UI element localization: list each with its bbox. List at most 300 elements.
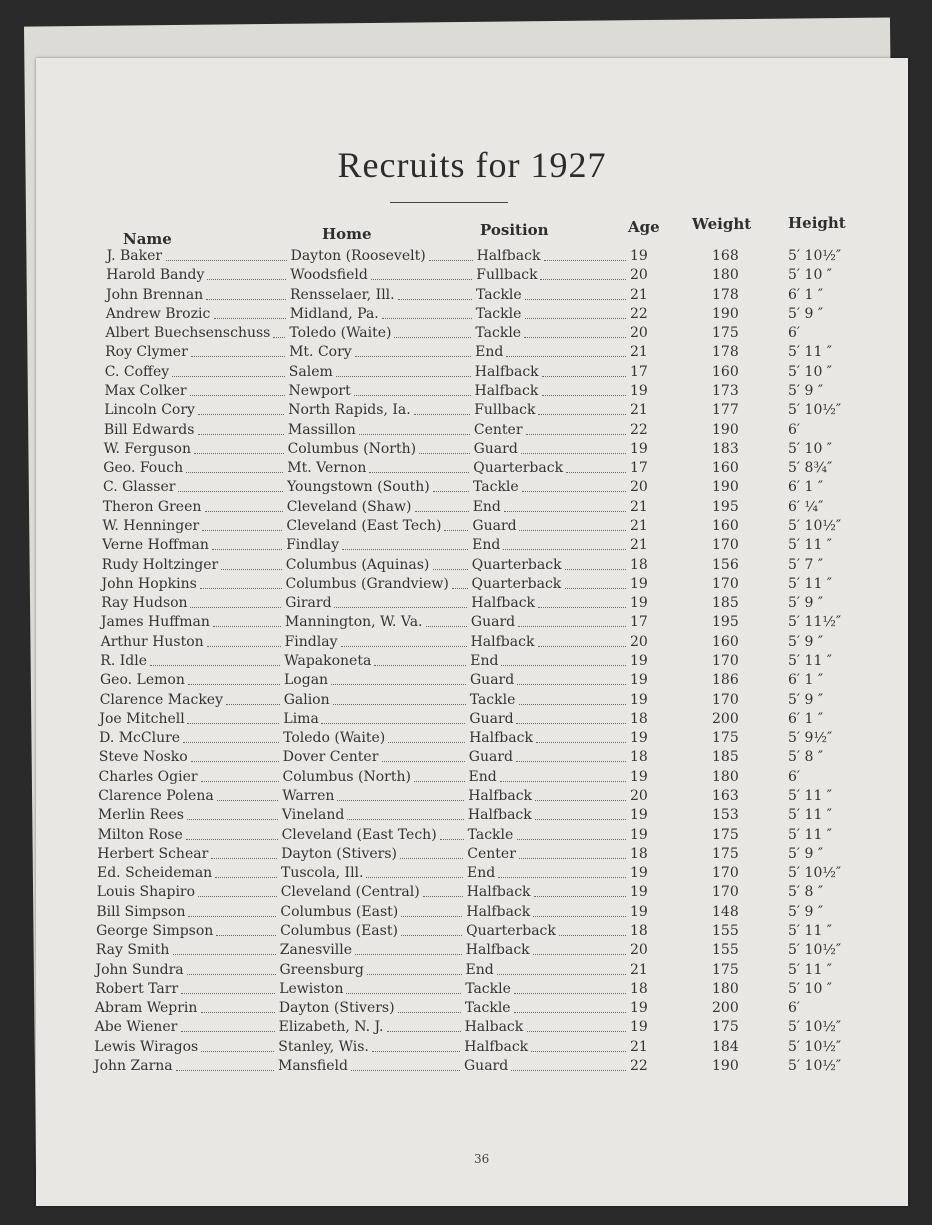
dot-leader [359,434,470,435]
table-row [36,422,908,442]
dot-leader [334,607,467,608]
dot-leader [401,935,462,936]
cell-age: 18 [630,845,648,862]
dot-leader [200,588,282,589]
dot-leader [273,337,285,338]
cell-height: 6′ 1 ″ [788,672,824,689]
dot-leader [518,626,626,627]
dot-leader [525,318,626,319]
cell-home: Columbus (North) [282,768,411,785]
dot-leader [187,723,279,724]
cell-position: Tackle [469,691,516,708]
dot-leader [366,877,463,878]
cell-age: 17 [630,363,648,380]
cell-height: 5′ 11 ″ [788,826,833,843]
table-row [36,614,908,634]
table-row [36,557,908,577]
dot-leader [205,511,283,512]
dot-leader [201,1051,274,1052]
cell-name: Joe Mitchell [99,710,185,727]
dot-leader [355,356,471,357]
dot-leader [226,704,280,705]
cell-position: Halfback [474,383,539,399]
cell-weight: 175 [712,325,739,342]
cell-age: 20 [630,942,648,959]
cell-home: Woodsfield [290,267,368,284]
dot-leader [188,684,280,685]
cell-position: Guard [469,710,514,727]
cell-height: 5′ 10½″ [788,1058,842,1074]
table-row [36,769,908,789]
cell-weight: 175 [712,1019,739,1036]
cell-position: Quarterback [471,556,562,573]
cell-age: 21 [630,1038,648,1055]
table-row [36,711,908,731]
table-row [36,576,908,596]
dot-leader [367,974,462,975]
dot-leader [351,1070,460,1071]
dot-leader [187,819,278,820]
dot-leader [519,704,626,705]
table-row [36,460,908,480]
dot-leader [517,839,626,840]
table-row [36,827,908,847]
cell-height: 5′ 11 ″ [788,807,833,824]
dot-leader [369,472,469,473]
dot-leader [535,800,626,801]
dot-leader [498,877,626,878]
cell-position: Center [473,421,523,438]
dot-leader [198,434,284,435]
cell-weight: 153 [712,807,739,824]
cell-home: Newport [288,383,351,399]
cell-height: 5′ 11 ″ [788,575,833,592]
cell-name: Steve Nosko [98,749,188,766]
cell-name: Charles Ogier [98,768,198,785]
cell-weight: 190 [712,479,739,496]
dot-leader [388,742,465,743]
cell-name: W. Ferguson [103,440,191,457]
dot-leader [191,356,285,357]
cell-home: Mt. Cory [289,344,352,361]
dot-leader [536,742,626,743]
cell-home: Mannington, W. Va. [284,614,423,631]
cell-name: Albert Buechsenschuss [105,325,271,342]
table-row [36,884,908,904]
cell-height: 5′ 8¾″ [788,460,833,477]
cell-age: 20 [630,633,648,650]
cell-home: Galion [283,691,330,708]
dot-leader [522,491,626,492]
cell-height: 5′ 11½″ [788,614,842,631]
dot-leader [503,549,626,550]
table-row [36,402,908,422]
dot-leader [387,1031,461,1032]
dot-leader [215,877,277,878]
cell-weight: 175 [712,845,739,862]
table-row [36,364,908,384]
cell-weight: 180 [712,768,739,785]
cell-height: 5′ 9 ″ [788,383,824,399]
cell-name: Rudy Holtzinger [101,556,219,573]
cell-height: 6′ [788,421,801,438]
cell-age: 19 [630,248,648,264]
cell-position: Guard [473,440,518,457]
cell-position: Fullback [474,402,536,419]
cell-weight: 160 [712,633,739,650]
dot-leader [423,896,463,897]
cell-position: Fullback [476,267,538,284]
cell-name: Bill Simpson [96,903,186,920]
cell-position: Halfback [465,942,530,959]
cell-position: Halfback [474,363,539,380]
dot-leader [213,626,281,627]
dot-leader [190,607,281,608]
cell-age: 22 [630,1058,648,1074]
cell-position: End [475,344,504,361]
cell-home: Findlay [284,633,338,650]
cell-age: 18 [630,556,648,573]
dot-leader [321,723,465,724]
dot-leader [398,1012,461,1013]
cell-height: 5′ 10½″ [788,248,842,264]
dot-leader [191,761,279,762]
cell-weight: 155 [712,923,739,939]
cell-weight: 190 [712,305,739,322]
dot-leader [217,800,278,801]
cell-name: Milton Rose [97,826,183,843]
cell-position: End [470,653,499,669]
table-row [36,325,908,345]
dot-leader [565,588,626,589]
cell-name: Theron Green [102,498,202,515]
dot-leader [337,800,464,801]
cell-name: C. Coffey [104,363,170,380]
dot-leader [201,1012,275,1013]
cell-position: Halback [464,1019,524,1036]
cell-height: 5′ 11 ″ [788,961,833,978]
cell-height: 5′ 10½″ [788,942,842,959]
cell-position: End [468,768,497,785]
cell-home: Mt. Vernon [287,460,367,477]
cell-home: Zanesville [279,942,352,959]
dot-leader [198,414,284,415]
dot-leader [400,858,463,859]
cell-height: 5′ 8 ″ [788,884,824,901]
cell-weight: 180 [712,267,739,284]
cell-position: Halfback [466,903,531,920]
cell-weight: 185 [712,749,739,766]
cell-position: Center [467,845,516,862]
cell-age: 21 [630,498,648,515]
dot-leader [221,569,282,570]
dot-leader [394,337,471,338]
cell-home: Columbus (Aquinas) [285,556,430,573]
cell-age: 21 [630,402,648,419]
cell-height: 6′ ¼″ [788,498,824,515]
cell-weight: 177 [712,402,739,419]
cell-home: Cleveland (Shaw) [286,498,412,515]
cell-weight: 170 [712,865,739,882]
cell-age: 17 [630,460,648,477]
cell-height: 5′ 10½″ [788,518,842,534]
cell-name: Bill Edwards [103,421,195,438]
cell-age: 19 [630,653,648,669]
cell-name: R. Idle [100,653,147,669]
cell-home: Rensselaer, Ill. [290,286,395,303]
cell-name: Herbert Schear [97,845,209,862]
cell-home: Cleveland (East Tech) [281,826,437,843]
cell-name: J. Baker [106,248,163,264]
cell-weight: 184 [712,1038,739,1055]
dot-leader [398,299,472,300]
dot-leader [194,453,284,454]
dot-leader [186,472,283,473]
cell-name: John Brennan [106,286,204,303]
cell-home: Vineland [281,807,345,824]
cell-position: Tackle [467,826,514,843]
dot-leader [415,511,469,512]
cell-age: 19 [630,1000,648,1017]
cell-home: Columbus (North) [287,440,417,457]
header-position: Position [480,221,549,239]
cell-name: C. Glasser [103,479,176,496]
cell-home: Dover Center [282,749,379,766]
cell-height: 5′ 10 ″ [788,267,833,284]
cell-height: 5′ 7 ″ [788,556,824,573]
cell-height: 5′ 9½″ [788,730,833,747]
table-row [36,595,908,615]
cell-weight: 170 [712,653,739,669]
dot-leader [401,916,462,917]
cell-position: Guard [472,518,517,534]
dot-leader [374,665,466,666]
cell-name: Geo. Lemon [100,672,185,689]
dot-leader [178,491,283,492]
cell-height: 5′ 10 ″ [788,440,833,457]
cell-age: 17 [630,614,648,631]
cell-position: Guard [464,1058,509,1074]
cell-height: 5′ 10 ″ [788,980,833,997]
table-row [36,865,908,885]
cell-weight: 156 [712,556,739,573]
dot-leader [426,626,467,627]
dot-leader [414,781,465,782]
table-row [36,749,908,769]
cell-home: Greensburg [279,961,364,978]
dot-leader [198,896,277,897]
dot-leader [525,299,626,300]
dot-leader [172,376,285,377]
dot-leader [538,414,626,415]
dot-leader [501,665,626,666]
cell-weight: 160 [712,518,739,534]
table-row [36,248,908,268]
dot-leader [201,781,279,782]
cell-age: 19 [630,807,648,824]
cell-weight: 170 [712,537,739,554]
cell-age: 19 [630,903,648,920]
dot-leader [516,761,626,762]
cell-age: 19 [630,575,648,592]
roster-page [36,58,908,1206]
table-row [36,499,908,519]
cell-age: 19 [630,672,648,689]
cell-height: 5′ 9 ″ [788,595,824,612]
cell-position: Tackle [475,325,522,342]
cell-age: 19 [630,595,648,612]
dot-leader [452,588,468,589]
dot-leader [444,530,468,531]
cell-home: Columbus (East) [280,903,399,920]
cell-age: 20 [630,267,648,284]
cell-age: 19 [630,826,648,843]
cell-age: 21 [630,344,648,361]
table-row [36,807,908,827]
table-row [36,344,908,364]
dot-leader [519,858,626,859]
table-row [36,306,908,326]
cell-height: 5′ 9 ″ [788,305,824,322]
cell-home: Mansfield [278,1058,348,1074]
cell-home: Columbus (East) [280,923,398,939]
dot-leader [524,337,626,338]
page-number: 36 [474,1152,490,1166]
cell-age: 18 [630,710,648,727]
cell-height: 5′ 11 ″ [788,653,833,669]
recruit-table [36,58,908,1206]
cell-home: Tuscola, Ill. [281,865,364,882]
cell-name: John Hopkins [101,575,197,592]
cell-name: Lewis Wiragos [94,1038,199,1055]
cell-height: 5′ 8 ″ [788,749,824,766]
dot-leader [566,472,626,473]
dot-leader [372,1051,460,1052]
dot-leader [183,742,279,743]
cell-home: Cleveland (Central) [280,884,420,901]
cell-height: 5′ 10½″ [788,1019,842,1036]
cell-weight: 168 [712,248,739,264]
dot-leader [354,395,471,396]
dot-leader [341,646,467,647]
dot-leader [212,549,282,550]
table-row [36,923,908,943]
cell-name: Arthur Huston [100,633,204,650]
cell-position: End [472,498,501,515]
cell-position: Halfback [467,807,532,824]
cell-age: 19 [630,383,648,399]
dot-leader [347,819,464,820]
dot-leader [176,1070,274,1071]
dot-leader [382,761,465,762]
cell-name: Andrew Brozic [105,305,211,322]
cell-height: 5′ 11 ″ [788,788,833,804]
dot-leader [527,1031,626,1032]
cell-home: Dayton (Stivers) [281,845,397,862]
cell-name: W. Henninger [102,518,200,534]
cell-age: 19 [630,730,648,747]
cell-position: Halfback [469,730,533,747]
dot-leader [511,1070,626,1071]
cell-position: Halfback [466,884,531,901]
cell-age: 19 [630,440,648,457]
cell-height: 5′ 9 ″ [788,845,824,862]
cell-name: Robert Tarr [95,980,179,997]
dot-leader [207,279,286,280]
dot-leader [419,453,470,454]
cell-height: 6′ 1 ″ [788,479,824,496]
cell-name: Abram Weprin [94,1000,198,1017]
cell-name: Louis Shapiro [96,884,196,901]
cell-age: 20 [630,479,648,496]
cell-age: 20 [630,788,648,804]
cell-position: Quarterback [471,575,562,592]
cell-height: 5′ 9 ″ [788,691,824,708]
cell-home: Lewiston [279,980,344,997]
cell-age: 19 [630,884,648,901]
cell-age: 20 [630,325,648,342]
cell-height: 6′ 1 ″ [788,710,824,727]
cell-weight: 178 [712,286,739,303]
cell-name: Ray Smith [95,942,170,959]
table-row [36,441,908,461]
dot-leader [504,511,626,512]
dot-leader [514,993,626,994]
cell-position: Halfback [464,1038,529,1055]
cell-home: Cleveland (East Tech) [286,518,442,534]
dot-leader [173,954,276,955]
dot-leader [181,1031,275,1032]
cell-height: 5′ 10½″ [788,865,842,882]
cell-name: Ed. Scheideman [97,865,213,882]
cell-height: 6′ [788,1000,801,1017]
cell-weight: 200 [712,1000,739,1017]
cell-position: Halfback [468,788,533,804]
cell-home: Girard [285,595,332,612]
dot-leader [542,376,626,377]
dot-leader [542,395,626,396]
cell-age: 21 [630,518,648,534]
cell-position: Guard [470,672,515,689]
table-row [36,1019,908,1039]
cell-height: 5′ 9 ″ [788,633,824,650]
cell-weight: 190 [712,1058,739,1074]
dot-leader [188,916,276,917]
dot-leader [414,414,470,415]
cell-height: 6′ [788,768,801,785]
cell-weight: 173 [712,383,739,399]
header-home: Home [322,225,372,243]
cell-height: 5′ 10½″ [788,402,842,419]
cell-name: George Simpson [96,923,214,939]
dot-leader [519,530,626,531]
cell-position: Halfback [476,248,541,264]
dot-leader [206,299,286,300]
cell-age: 22 [630,305,648,322]
cell-weight: 155 [712,942,739,959]
cell-weight: 186 [712,672,739,689]
table-row [36,267,908,287]
dot-leader [336,376,471,377]
cell-position: Quarterback [466,923,556,939]
dot-leader [535,819,626,820]
cell-name: Max Colker [104,383,187,399]
table-row [36,981,908,1001]
cell-home: Findlay [286,537,339,554]
cell-position: Tackle [465,980,511,997]
cell-position: End [472,537,501,554]
dot-leader [429,260,473,261]
